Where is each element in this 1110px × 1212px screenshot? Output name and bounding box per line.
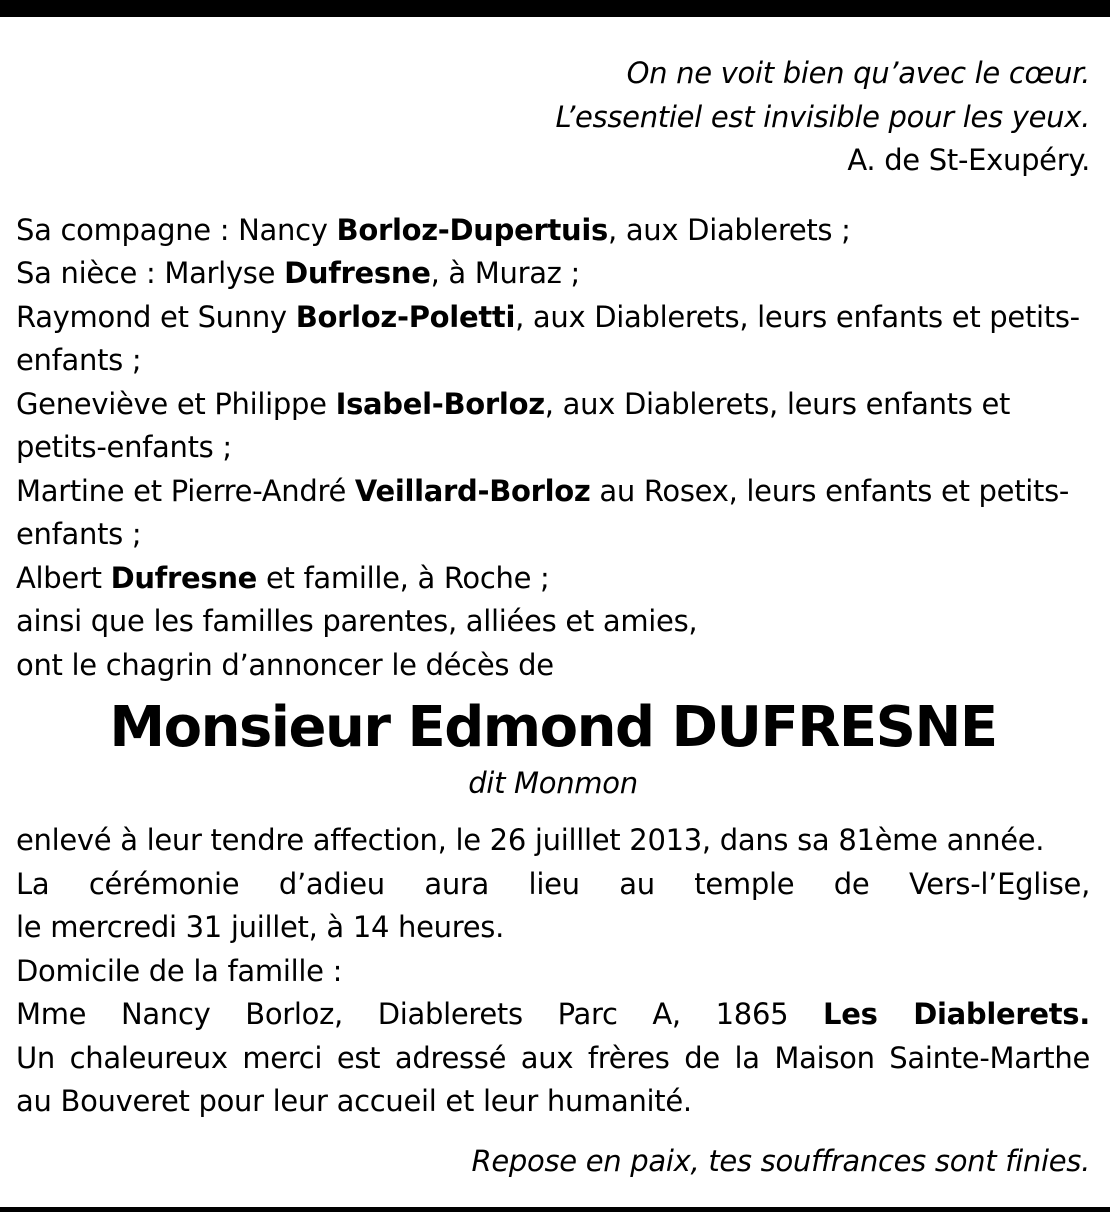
details-line-2: La cérémonie d’adieu aura lieu au temple de Vers-l’Eglise, [16, 866, 1090, 901]
family-member-6 [16, 557, 1090, 601]
thanks-line-1: Un chaleureux merci est adressé aux frères de la Maison Sainte-Marthe [16, 1040, 1090, 1075]
family-member-2 [16, 252, 1090, 296]
top-border-rule [0, 0, 1110, 17]
family-member-1 [16, 209, 1090, 253]
family-member-surname: Isabel-Borloz [335, 386, 545, 421]
ceremony-details [16, 819, 1090, 1124]
family-member-text: et famille, à Roche ; [257, 560, 550, 595]
epigraph-quote [16, 52, 1090, 183]
family-list [16, 209, 1090, 688]
family-address [16, 993, 1090, 1037]
family-member-4 [16, 383, 1090, 470]
bottom-border-rule [0, 1207, 1110, 1212]
family-member-5 [16, 470, 1090, 557]
details-line-4: Domicile de la famille : [16, 953, 343, 988]
family-member-text: au Rosex, leurs enfants et petits-enfants ; [16, 473, 1070, 551]
family-member-text: Raymond et Sunny [16, 299, 296, 334]
family-member-surname: Veillard-Borloz [354, 473, 591, 508]
address-text: Mme Nancy Borloz, Diablerets Parc A, 1865 [16, 997, 824, 1031]
deceased-nickname: dit Monmon [468, 766, 638, 800]
obituary-notice [16, 52, 1090, 1183]
family-member-text: , à Muraz ; [430, 256, 580, 290]
family-member-text: , aux Diablerets ; [608, 212, 851, 247]
family-member-text: , aux Diablerets, leurs enfants et petits-enfants ; [16, 299, 1080, 377]
family-member-3 [16, 296, 1090, 383]
family-member-text: Martine et Pierre-André [16, 473, 355, 508]
family-member-surname: Borloz-Poletti [295, 299, 516, 334]
family-member-surname: Dufresne [110, 560, 258, 595]
address-locality: Les Diablerets. [823, 997, 1090, 1031]
family-member-text: Albert [16, 560, 111, 595]
details-line-1: enlevé à leur tendre affection, le 26 juilllet 2013, dans sa 81ème année. [16, 823, 1045, 857]
family-member-surname: Dufresne [284, 256, 431, 290]
family-member-text: , aux Diablerets, leurs enfants et petits-enfants ; [16, 386, 1011, 464]
quote-author: A. de St-Exupéry. [847, 143, 1090, 177]
details-line-3: le mercredi 31 juillet, à 14 heures. [16, 910, 504, 944]
family-member-text: Geneviève et Philippe [16, 386, 336, 421]
quote-line-2: L’essentiel est invisible pour les yeux. [555, 99, 1090, 134]
deceased-name: Monsieur Edmond DUFRESNE [109, 695, 997, 760]
family-member-text: Sa compagne : Nancy [16, 212, 337, 247]
family-member-text: Sa nièce : Marlyse [16, 256, 285, 290]
family-member-surname: Borloz-Dupertuis [336, 212, 608, 247]
family-extra-line: ainsi que les familles parentes, alliées et amies, [16, 604, 698, 638]
quote-line-1: On ne voit bien qu’avec le cœur. [626, 56, 1090, 90]
thanks-line-2: au Bouveret pour leur accueil et leur humanité. [16, 1084, 692, 1118]
announcement-line: ont le chagrin d’annoncer le décès de [16, 647, 554, 682]
closing-line: Repose en paix, tes souffrances sont finies. [471, 1143, 1090, 1178]
